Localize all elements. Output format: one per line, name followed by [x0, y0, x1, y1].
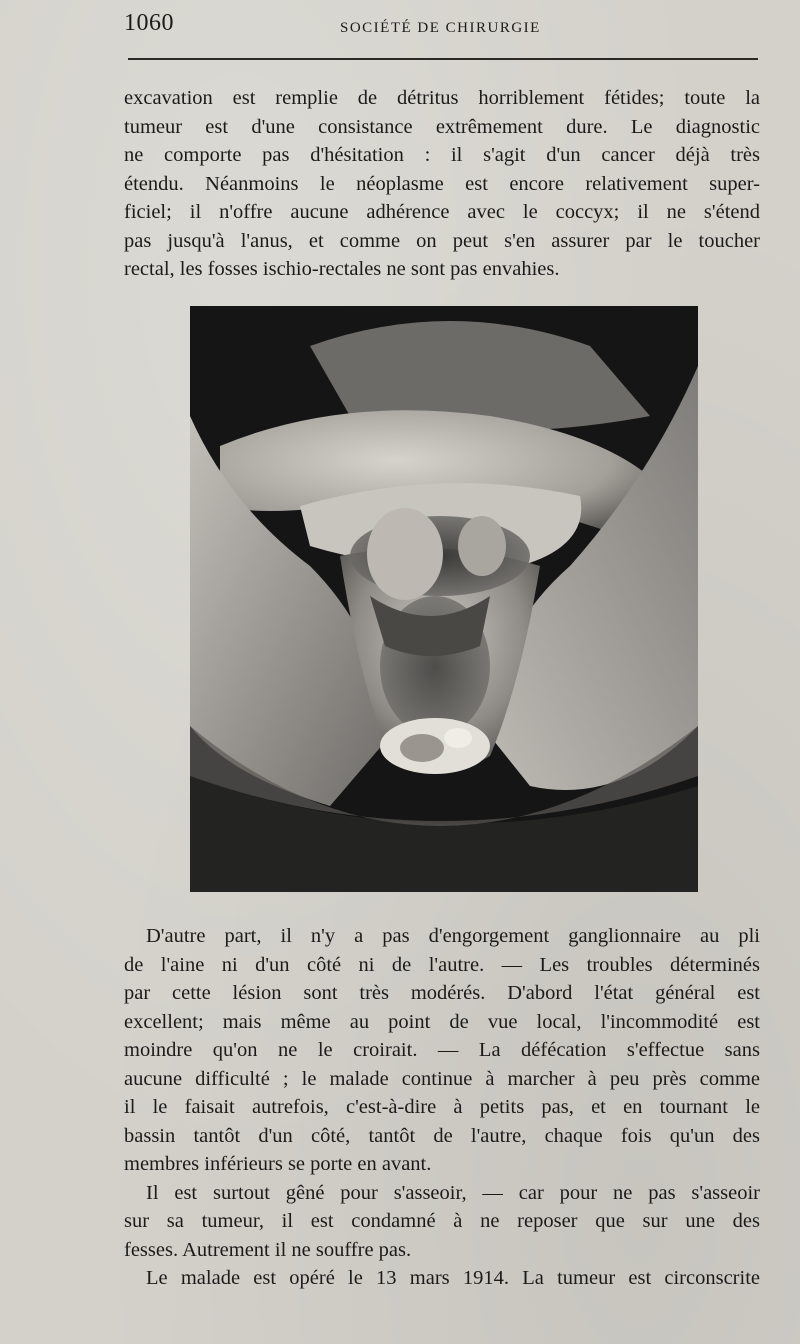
text-line: par cette lésion sont très modérés. D'abord l'état général est — [124, 982, 760, 1004]
text-line: tumeur est d'une consistance extrêmement dure. Le diagnostic — [124, 115, 760, 138]
text-line: il le faisait autrefois, c'est-à-dire à petits pas, et en tournant le — [124, 1096, 760, 1118]
photograph-illustration — [190, 306, 698, 892]
paragraph-2 — [124, 922, 760, 1293]
text-line: Il est surtout gêné pour s'asseoir, — car pour ne pas s'asseoir — [146, 1181, 760, 1204]
text-line: rectal, les fosses ischio-rectales ne sont pas envahies. — [124, 258, 560, 280]
text-line: bassin tantôt d'un côté, tantôt de l'autre, chaque fois qu'un des — [124, 1124, 760, 1147]
text-line: excellent; mais même au point de vue local, l'incommodité est — [124, 1010, 760, 1033]
text-line: ne comporte pas d'hésitation : il s'agit d'un cancer déjà très — [124, 144, 760, 166]
text-line: moindre qu'on ne le croirait. — La défécation s'effectue sans — [124, 1039, 760, 1061]
text-line: pas jusqu'à l'anus, et comme on peut s'en assurer par le toucher — [124, 229, 760, 252]
text-line: Le malade est opéré le 13 mars 1914. La tumeur est circonscrite — [146, 1267, 760, 1289]
paragraph-1 — [124, 84, 760, 284]
text-line: membres inférieurs se porte en avant. — [124, 1153, 432, 1175]
text-line: sur sa tumeur, il est condamné à ne reposer que sur une des — [124, 1210, 760, 1232]
running-head: SOCIÉTÉ DE CHIRURGIE — [340, 20, 541, 36]
text-line: étendu. Néanmoins le néoplasme est encore relativement super- — [124, 172, 760, 195]
header-rule — [128, 58, 758, 60]
text-line: excavation est remplie de détritus horriblement fétides; toute la — [124, 87, 760, 109]
text-line: de l'aine ni d'un côté ni de l'autre. — Les troubles déterminés — [124, 953, 760, 976]
text-line: D'autre part, il n'y a pas d'engorgement ganglionnaire au pli — [146, 925, 760, 947]
clinical-photograph — [190, 306, 698, 892]
text-line: aucune difficulté ; le malade continue à marcher à peu près comme — [124, 1067, 760, 1090]
text-line: ficiel; il n'offre aucune adhérence avec le coccyx; il ne s'étend — [124, 201, 760, 223]
text-line: fesses. Autrement il ne souffre pas. — [124, 1238, 412, 1261]
page-number: 1060 — [124, 10, 174, 36]
